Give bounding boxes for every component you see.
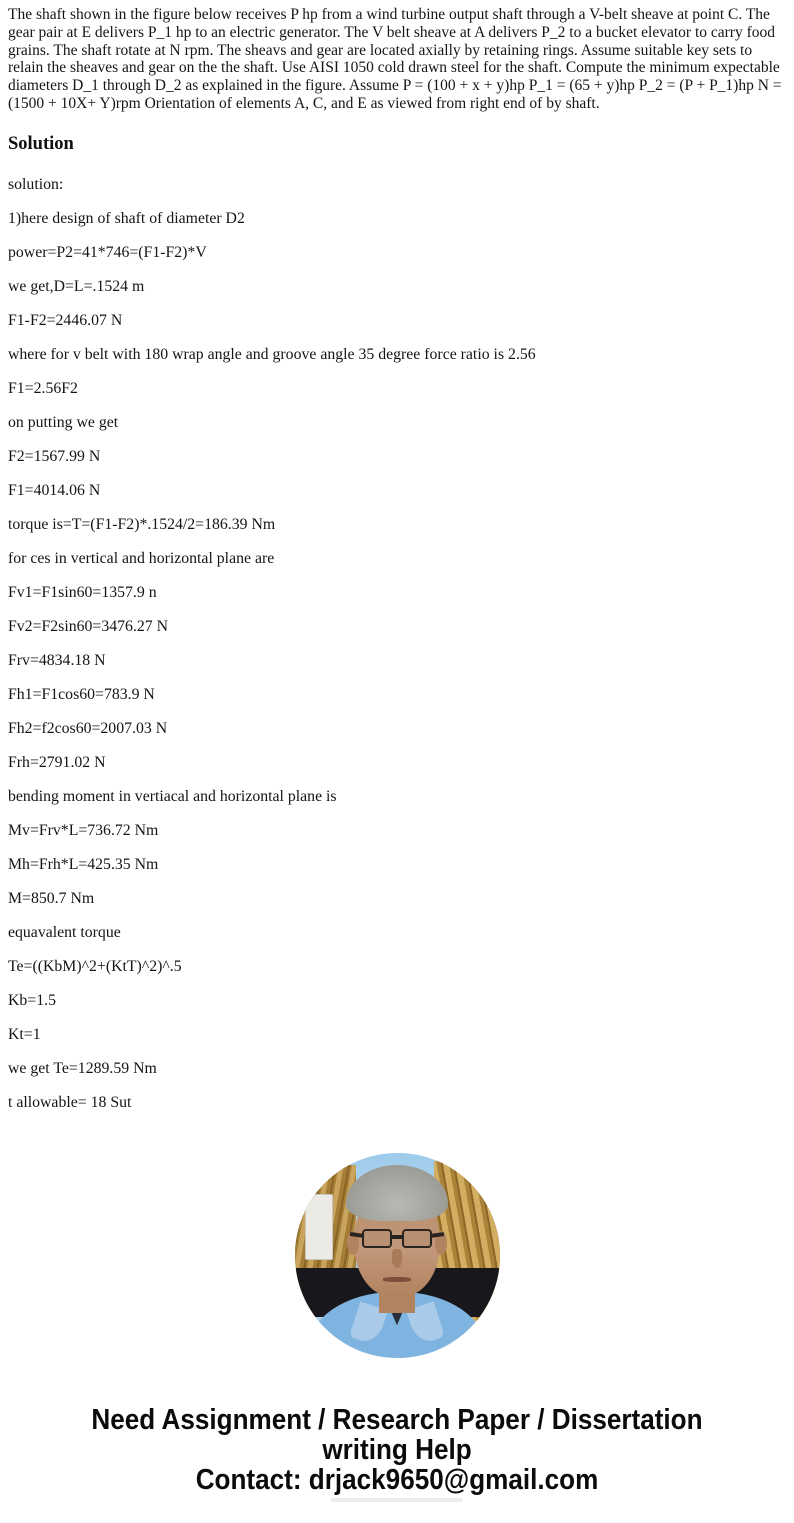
solution-line: F1-F2=2446.07 N xyxy=(8,311,123,329)
photo-section xyxy=(0,1153,794,1358)
photo-glasses-right-lens xyxy=(402,1229,432,1248)
solution-line: F1=2.56F2 xyxy=(8,379,78,397)
footer-underline-artifact xyxy=(331,1498,463,1502)
solution-line: torque is=T=(F1-F2)*.1524/2=186.39 Nm xyxy=(8,515,276,533)
solution-line: Frh=2791.02 N xyxy=(8,753,106,771)
footer-line-1: Need Assignment / Research Paper / Dissertation xyxy=(91,1404,703,1436)
solution-line: power=P2=41*746=(F1-F2)*V xyxy=(8,243,207,261)
solution-line: t allowable= 18 Sut xyxy=(8,1093,132,1111)
solution-line: on putting we get xyxy=(8,413,119,431)
solution-line: M=850.7 Nm xyxy=(8,889,95,907)
solution-line: F2=1567.99 N xyxy=(8,447,101,465)
solution-line: Frv=4834.18 N xyxy=(8,651,106,669)
solution-heading: Solution xyxy=(8,133,74,154)
solution-line: bending moment in vertiacal and horizontal plane is xyxy=(8,787,337,805)
solution-line: for ces in vertical and horizontal plane are xyxy=(8,549,275,567)
footer-banner xyxy=(0,1405,794,1495)
solution-line: Fv2=F2sin60=3476.27 N xyxy=(8,617,169,635)
photo-door-frame xyxy=(305,1194,334,1260)
solution-line: Te=((KbM)^2+(KtT)^2)^.5 xyxy=(8,957,182,975)
photo-glasses-bridge xyxy=(391,1235,403,1239)
photo-nose xyxy=(392,1249,402,1267)
solution-line: 1)here design of shaft of diameter D2 xyxy=(8,209,245,227)
solution-line: Fv1=F1sin60=1357.9 n xyxy=(8,583,157,601)
solution-line: equavalent torque xyxy=(8,923,121,941)
solution-line: Fh1=F1cos60=783.9 N xyxy=(8,685,155,703)
solution-lines xyxy=(8,176,786,1112)
photo-glasses-left-lens xyxy=(362,1229,392,1248)
solution-line: Mv=Frv*L=736.72 Nm xyxy=(8,821,159,839)
solution-line: solution: xyxy=(8,175,64,193)
solution-line: we get Te=1289.59 Nm xyxy=(8,1059,157,1077)
solution-line: Mh=Frh*L=425.35 Nm xyxy=(8,855,159,873)
footer-line-2: writing Help xyxy=(322,1434,472,1466)
photo-mouth xyxy=(383,1277,412,1282)
solution-line: we get,D=L=.1524 m xyxy=(8,277,145,295)
solution-line: Kt=1 xyxy=(8,1025,41,1043)
footer-line-3: Contact: drjack9650@gmail.com xyxy=(195,1464,599,1496)
solution-line: where for v belt with 180 wrap angle and groove angle 35 degree force ratio is 2.56 xyxy=(8,345,536,363)
solution-line: F1=4014.06 N xyxy=(8,481,101,499)
profile-photo xyxy=(295,1153,500,1358)
question-text: The shaft shown in the figure below receives P hp from a wind turbine output shaft through a V-belt sheave at point C. The gear pair at E delivers P_1 hp to an electric generator. The V belt sheave at A delivers P_2 to a bucket elevator to carry food grains. The shaft rotate at N rpm. The sheavs and gear are located axially by retaining rings. Assume suitable key sets to relain the sheaves and gear on the the shaft. Use AISI 1050 cold drawn steel for the shaft. Compute the minimum expectable diameters D_1 through D_2 as explained in the figure. Assume P = (100 + x + y)hp P_1 = (65 + y)hp P_2 = (P + P_1)hp N = (1500 + 10X+ Y)rpm Orientation of elements A, C, and E as viewed from right end of by shaft. xyxy=(8,6,782,112)
solution-line: Kb=1.5 xyxy=(8,991,56,1009)
solution-line: Fh2=f2cos60=2007.03 N xyxy=(8,719,168,737)
